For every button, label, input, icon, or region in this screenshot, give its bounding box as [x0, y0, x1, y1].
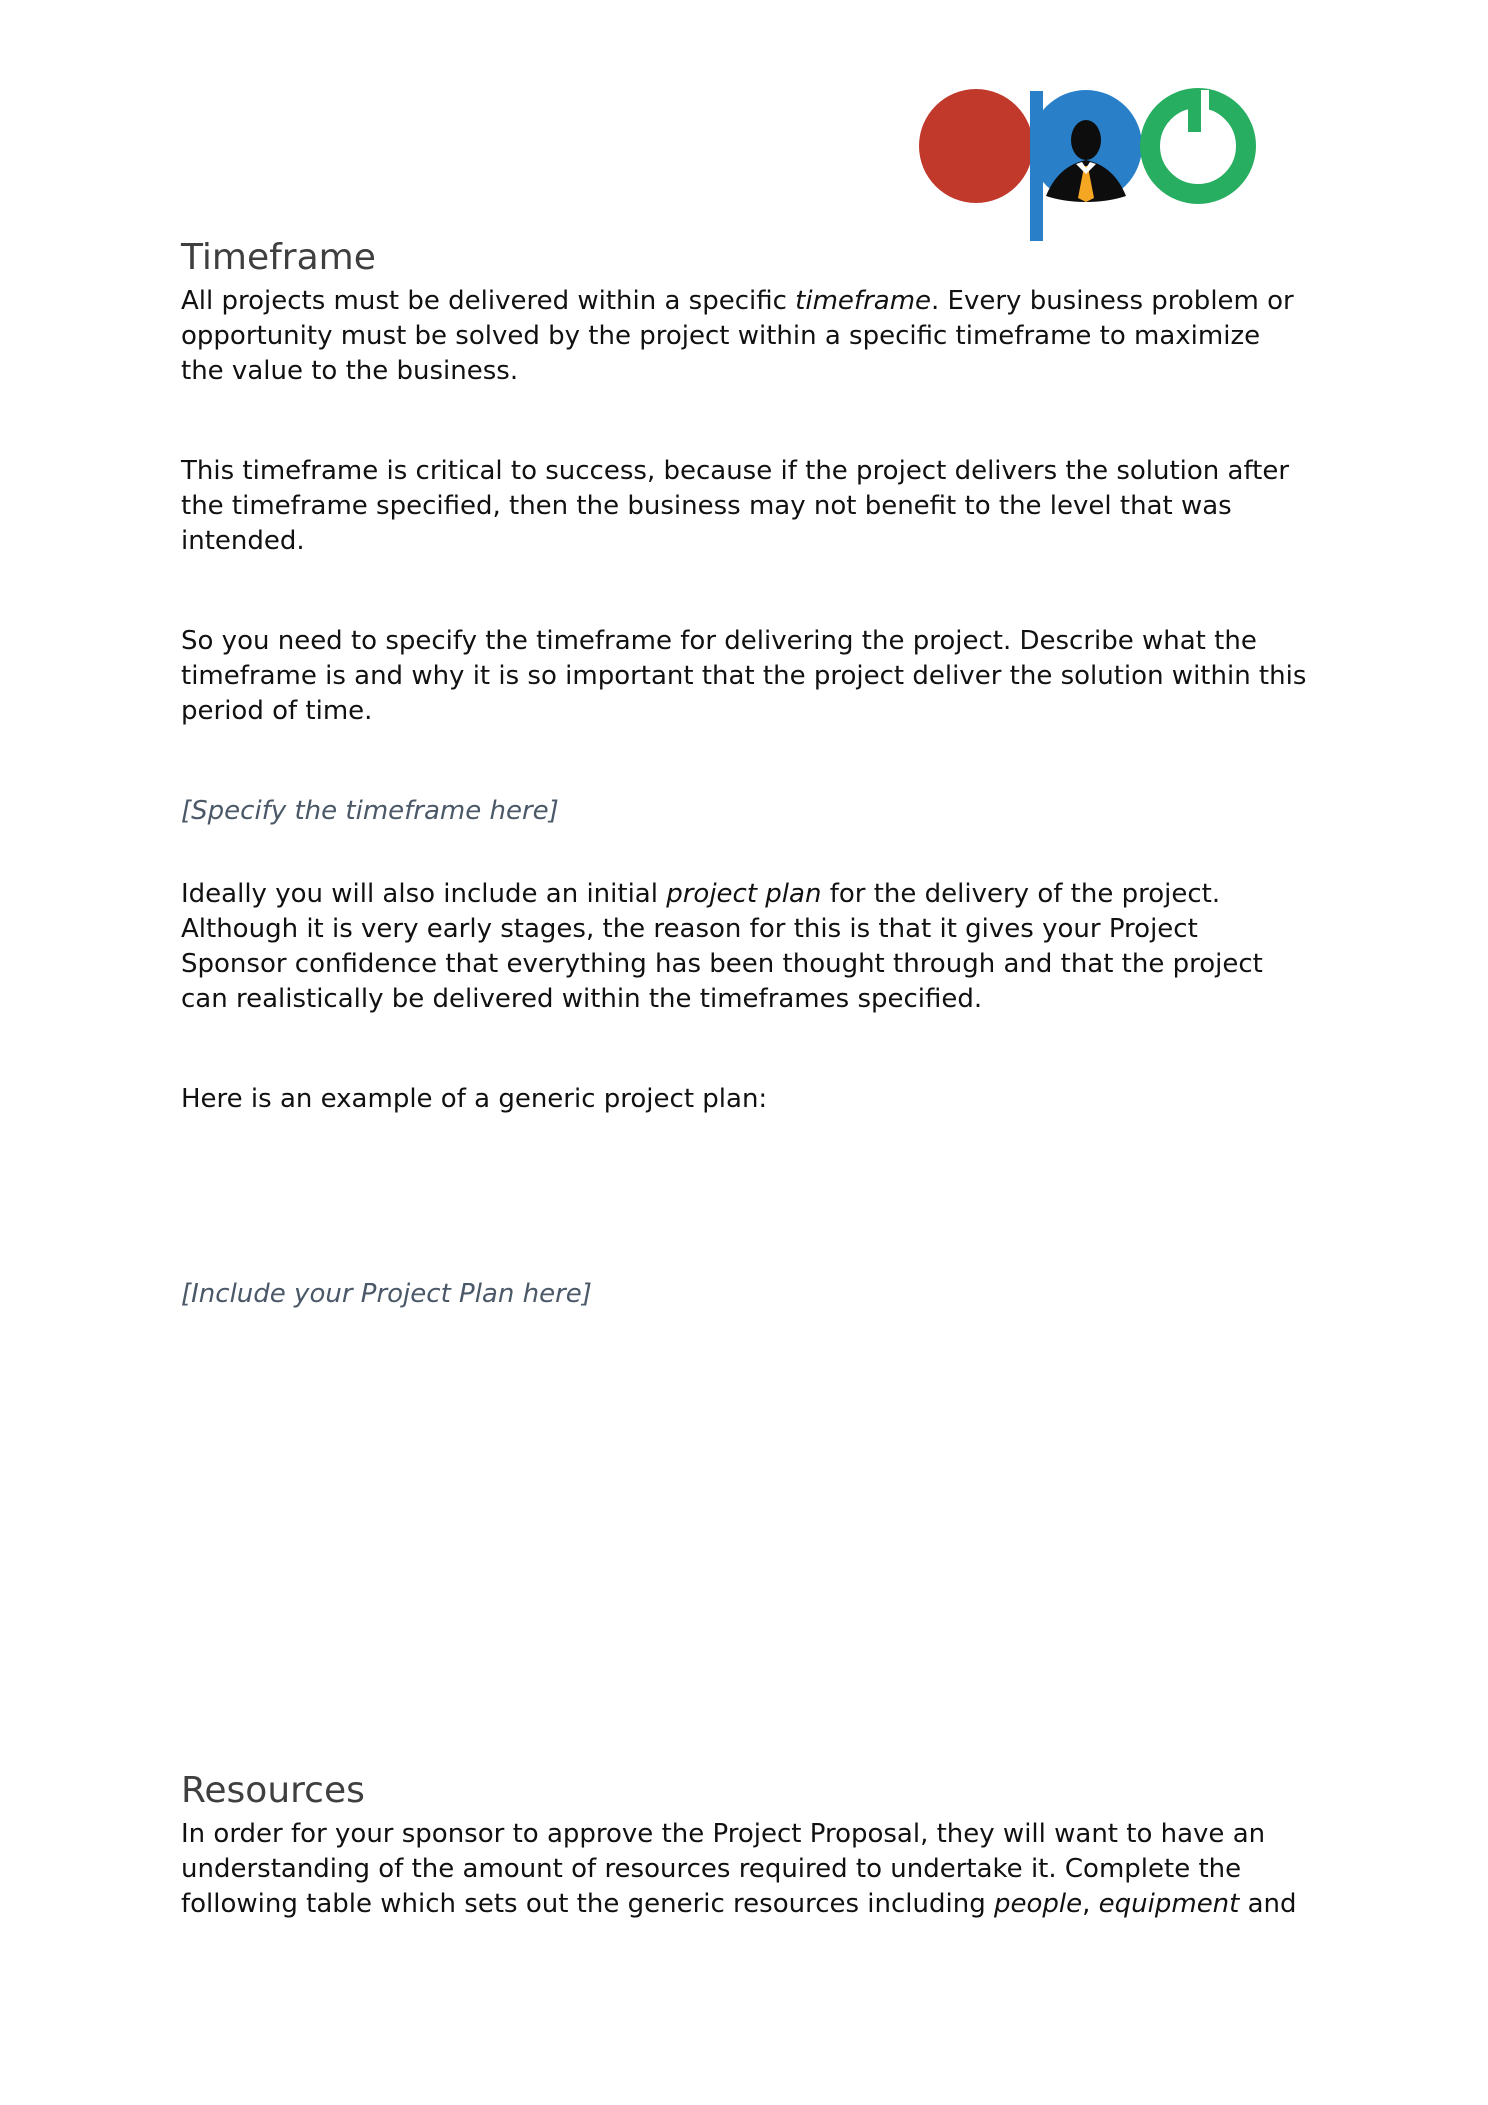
logo-green-bar: [1188, 90, 1201, 132]
timeframe-heading: Timeframe: [181, 237, 376, 278]
timeframe-paragraph-2: This timeframe is critical to success, because if the project delivers the solution after the timeframe specified, then the business may not benefit to the level that was intended.: [181, 456, 1290, 556]
timeframe-paragraph-3: So you need to specify the timeframe for delivering the project. Describe what the timeframe is and why it is so important that the project deliver the solution within this period of time.: [181, 626, 1307, 726]
project-plan-emphasis: project plan: [666, 879, 822, 909]
timeframe-placeholder: [Specify the timeframe here]: [181, 796, 559, 826]
timeframe-paragraph-4: Ideally you will also include an initial project plan for the delivery of the project. Although it is very early stages, the reason for this is that it gives your Project Sponsor confidence that everything has been thought through and that the project can realistically be delivered within the timeframes specified.: [181, 879, 1263, 1014]
timeframe-section: [181, 232, 1311, 1312]
apo-logo: [918, 88, 1258, 243]
document-body: [181, 232, 1311, 1922]
logo-red-circle: [919, 89, 1033, 203]
equipment-emphasis: equipment: [1098, 1889, 1240, 1919]
resources-paragraph-1: In order for your sponsor to approve the Project Proposal, they will want to have an understanding of the amount of resources required to undertake it. Complete the following table which sets out the generic resources including people, equipment and: [181, 1819, 1297, 1919]
people-emphasis: people: [993, 1889, 1083, 1919]
timeframe-emphasis: timeframe: [795, 286, 932, 316]
timeframe-paragraph-5: Here is an example of a generic project plan:: [181, 1084, 768, 1114]
resources-heading: Resources: [181, 1770, 365, 1811]
resources-section: [181, 1765, 1311, 1922]
timeframe-paragraph-1: All projects must be delivered within a specific timeframe. Every business problem or opportunity must be solved by the project within a specific timeframe to maximize the value to the business.: [181, 286, 1294, 386]
project-plan-placeholder: [Include your Project Plan here]: [181, 1279, 592, 1309]
